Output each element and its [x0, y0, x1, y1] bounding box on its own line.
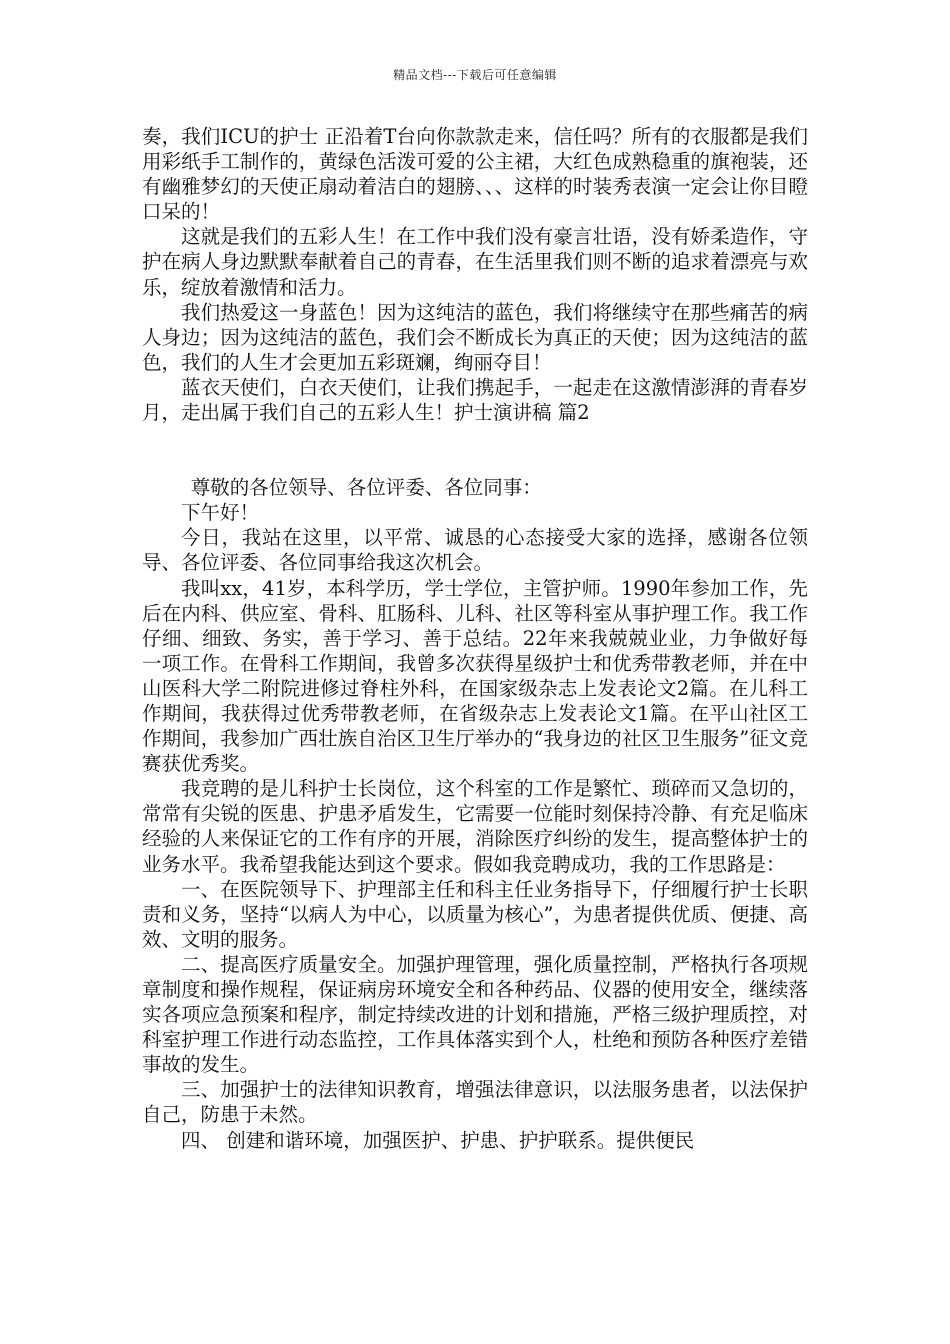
paragraph: 蓝衣天使们，白衣天使们，让我们携起手，一起走在这激情澎湃的青春岁月，走出属于我们自己的五彩人生！护士演讲稿 篇2: [142, 375, 808, 425]
salutation: 尊敬的各位领导、各位评委、各位同事：: [190, 476, 542, 500]
paragraph: 一、在医院领导下、护理部主任和科主任业务指导下，仔细履行护士长职责和义务，坚持“以病人为中心，以质量为核心”，为患者提供优质、便捷、高效、文明的服务。: [142, 877, 808, 951]
page-header: 精品文档---下载后可任意编辑: [393, 68, 557, 82]
paragraph: 我叫xx，41岁，本科学历，学士学位，主管护师。1990年参加工作，先后在内科、供应室、骨科、肛肠科、儿科、社区等科室从事护理工作。我工作仔细、细致、务实，善于学习、善于总结。22年来我兢兢业业，力争做好每一项工作。在骨科工作期间，我曾多次获得星级护士和优秀带教老师，并在中山医科大学二附院进修过脊柱外科，在国家级杂志上发表论文2篇。在儿科工作期间，我获得过优秀带教老师，在省级杂志上发表论文1篇。在平山社区工作期间，我参加广西壮族自治区卫生厅举办的“我身边的社区卫生服务”征文竞赛获优秀奖。: [142, 576, 808, 776]
paragraph: 我们热爱这一身蓝色！因为这纯洁的蓝色，我们将继续守在那些痛苦的病人身边；因为这纯洁的蓝色，我们会不断成长为真正的天使；因为这纯洁的蓝色，我们的人生才会更加五彩斑斓，绚丽夺目！: [142, 300, 808, 374]
paragraph: 下午好！: [181, 501, 260, 525]
document-body: [142, 124, 808, 1153]
paragraph: 这就是我们的五彩人生！在工作中我们没有豪言壮语，没有娇柔造作，守护在病人身边默默奉献着自己的青春，在生活里我们则不断的追求着漂亮与欢乐，绽放着激情和活力。: [142, 225, 808, 299]
paragraph: 二、提高医疗质量安全。加强护理管理，强化质量控制，严格执行各项规章制度和操作规程，保证病房环境安全和各种药品、仪器的使用安全，继续落实各项应急预案和程序，制定持续改进的计划和措施，严格三级护理质控，对科室护理工作进行动态监控，工作具体落实到个人，杜绝和预防各种医疗差错事故的发生。: [142, 952, 808, 1077]
paragraph: 三、加强护士的法律知识教育，增强法律意识，以法服务患者，以法保护自己，防患于未然。: [142, 1078, 808, 1127]
paragraph: 今日，我站在这里，以平常、诚恳的心态接受大家的选择，感谢各位领导、各位评委、各位同事给我这次机会。: [142, 526, 808, 575]
paragraph-continued: 奏，我们ICU的护士 正沿着T台向你款款走来，信任吗？所有的衣服都是我们用彩纸手工制作的，黄绿色活泼可爱的公主裙，大红色成熟稳重的旗袍装，还有幽雅梦幻的天使正扇动着洁白的翅膀、、、这样的时装秀表演一定会让你目瞪口呆的！: [142, 125, 808, 224]
section-gap: [142, 425, 808, 475]
paragraph: 我竞聘的是儿科护士长岗位，这个科室的工作是繁忙、琐碎而又急切的，常常有尖锐的医患、护患矛盾发生，它需要一位能时刻保持冷静、有充足临床经验的人来保证它的工作有序的开展，消除医疗纠纷的发生，提高整体护士的业务水平。我希望我能达到这个要求。假如我竞聘成功，我的工作思路是：: [142, 777, 808, 876]
paragraph: 四、 创建和谐环境，加强医护、护患、护护联系。提供便民: [181, 1128, 695, 1152]
